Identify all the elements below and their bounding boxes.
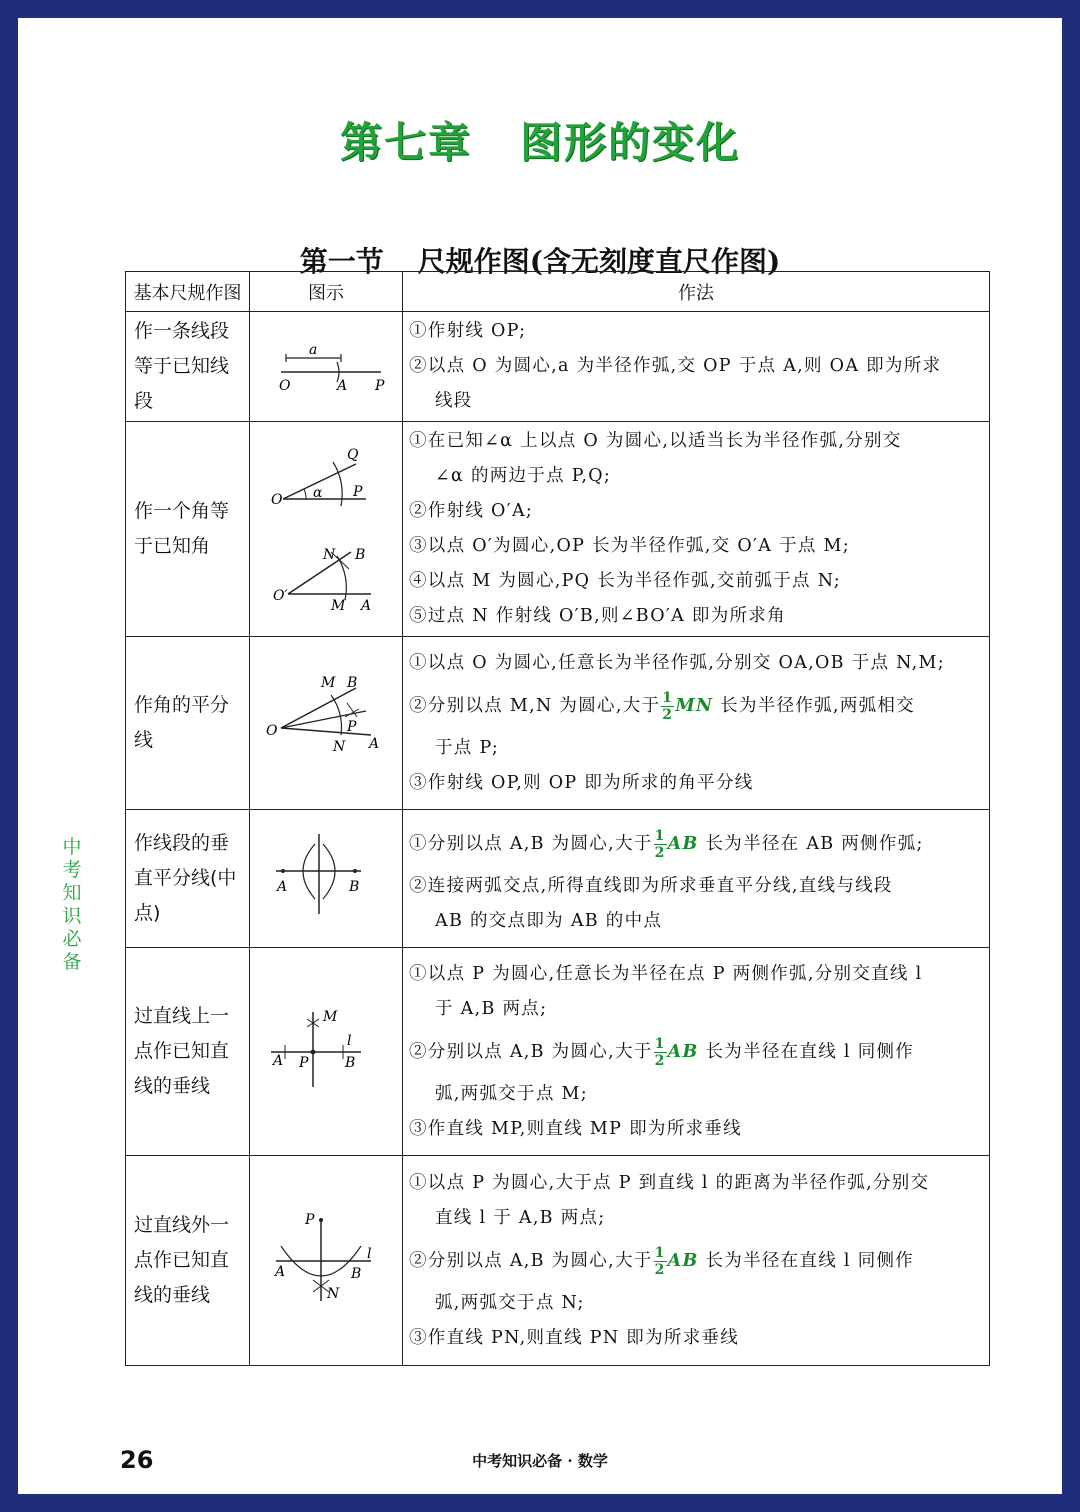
figure-label: P (305, 1211, 315, 1228)
figure-label: N (327, 1285, 340, 1302)
label-P: P (375, 377, 385, 394)
figure-label: l (347, 1032, 352, 1049)
figure-segment (250, 312, 403, 422)
figure-label: P (299, 1054, 309, 1071)
fraction-half: $\frac{1}{2}$ (654, 1244, 666, 1278)
row-steps: ①分别以点 A,B 为圆心,大于 $\frac{1}{2}$ AB 长为半径在 AB 两侧作弧; ②连接两弧交点,所得直线即为所求垂直平分线,直线与线段 AB 的交点即为 AB 的中点 (403, 810, 990, 948)
figure-label: B (351, 1265, 362, 1282)
row-name: 作一条线段等于已知线段 (126, 312, 250, 422)
sidebar-label: 中考知识必备 (62, 836, 82, 973)
row-steps: ①以点 P 为圆心,大于点 P 到直线 l 的距离为半径作弧,分别交 直线 l 于 A,B 两点; ②分别以点 A,B 为圆心,大于 $\frac{1}{2}$ AB 长为半径在直线 l 同侧作 弧,两弧交于点 N; ③作直线 PN,则直线 PN 即为所求垂线 (403, 1156, 990, 1366)
header-method: 作法 (403, 272, 990, 312)
figure-label: l (367, 1245, 372, 1262)
table-row (126, 637, 990, 810)
table-row (126, 1156, 990, 1366)
figure-perpendicular-bisector (250, 810, 403, 948)
figure-perpendicular-through-external-point (250, 1156, 403, 1366)
figure-label: M (321, 675, 336, 691)
figure-label: B (345, 1054, 356, 1071)
figure-label: M (323, 1008, 338, 1025)
fraction-half: $\frac{1}{2}$ (654, 1035, 666, 1069)
chapter-title: 第七章 图形的变化 (339, 118, 741, 167)
figure-label: B (355, 547, 366, 563)
figure-label: N (323, 547, 336, 563)
header-figure: 图示 (250, 272, 403, 312)
label-A: A (337, 377, 348, 394)
section-title: 第一节 尺规作图(含无刻度直尺作图) (299, 245, 781, 278)
row-name: 过直线上一点作已知直线的垂线 (126, 948, 250, 1156)
table-row (126, 810, 990, 948)
footer-title: 中考知识必备 · 数学 (472, 1452, 608, 1470)
construction-table (125, 271, 990, 1366)
table-row (126, 312, 990, 422)
row-name: 作一个角等于已知角 (126, 422, 250, 637)
figure-perpendicular-through-point-on-line (250, 948, 403, 1156)
figure-label: P (353, 484, 363, 500)
page-number: 26 (120, 1446, 154, 1474)
fraction-half: $\frac{1}{2}$ (654, 827, 666, 861)
figure-label: O (271, 492, 283, 508)
figure-label: α (313, 485, 323, 501)
figure-label: A (273, 1052, 284, 1069)
figure-label: Q (347, 447, 359, 463)
figure-label: N (333, 739, 346, 755)
figure-label: O′ (273, 588, 288, 604)
figure-label: B (347, 675, 358, 691)
figure-label: M (331, 598, 346, 614)
figure-label: A (369, 736, 380, 752)
row-steps: ①作射线 OP; ②以点 O 为圆心,a 为半径作弧,交 OP 于点 A,则 OA 即为所求 线段 (403, 312, 990, 422)
row-steps: ①以点 O 为圆心,任意长为半径作弧,分别交 OA,OB 于点 N,M; ②分别以点 M,N 为圆心,大于 $\frac{1}{2}$ MN 长为半径作弧,两弧相交 于点 P; ③作射线 OP,则 OP 即为所求的角平分线 (403, 637, 990, 810)
row-name: 过直线外一点作已知直线的垂线 (126, 1156, 250, 1366)
figure-angle-bisector (250, 637, 403, 810)
figure-label: B (349, 878, 360, 895)
table-row (126, 948, 990, 1156)
label-a: a (309, 341, 318, 358)
row-name: 作线段的垂直平分线(中点) (126, 810, 250, 948)
figure-label: P (347, 719, 357, 735)
page (18, 18, 1062, 1494)
figure-label: A (361, 598, 372, 614)
table-header (126, 272, 990, 312)
figure-label: A (277, 878, 288, 895)
row-steps: ①在已知∠α 上以点 O 为圆心,以适当长为半径作弧,分别交 ∠α 的两边于点 P,Q; ②作射线 O′A; ③以点 O′为圆心,OP 长为半径作弧,交 O′A 于点 M; ④以点 M 为圆心,PQ 长为半径作弧,交前弧于点 N; ⑤过点 N 作射线 O′B,则∠BO′A 即为所求角 (403, 422, 990, 637)
row-name: 作角的平分线 (126, 637, 250, 810)
figure-label: O (266, 723, 278, 739)
row-steps: ①以点 P 为圆心,任意长为半径在点 P 两侧作弧,分别交直线 l 于 A,B 两点; ②分别以点 A,B 为圆心,大于 $\frac{1}{2}$ AB 长为半径在直线 l 同侧作 弧,两弧交于点 M; ③作直线 MP,则直线 MP 即为所求垂线 (403, 948, 990, 1156)
header-name: 基本尺规作图 (126, 272, 250, 312)
table-row (126, 422, 990, 637)
label-O: O (279, 377, 291, 394)
figure-angle-copy (250, 422, 403, 637)
figure-label: A (275, 1263, 286, 1280)
fraction-half: $\frac{1}{2}$ (662, 689, 674, 723)
